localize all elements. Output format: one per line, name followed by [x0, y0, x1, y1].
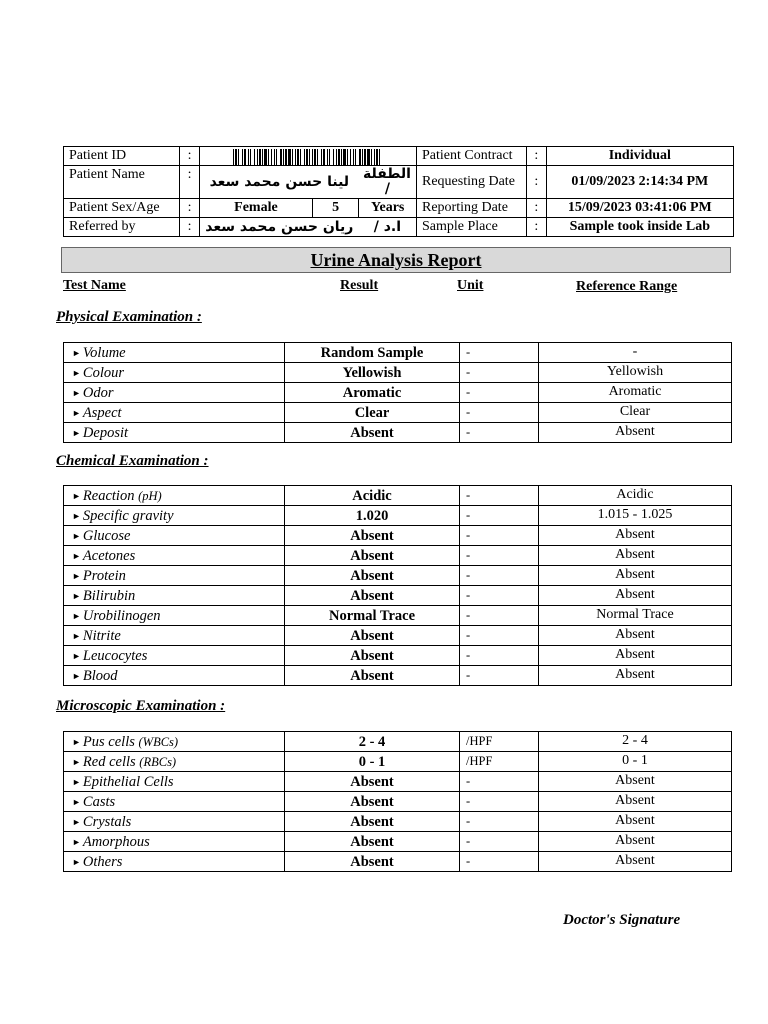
test-name: Acetones [82, 547, 136, 564]
test-name: Crystals [82, 813, 132, 830]
unit-cell: - [460, 486, 539, 506]
test-name: Epithelial Cells [82, 773, 174, 790]
reference-range-cell: Absent [539, 423, 732, 443]
colon: : [180, 166, 200, 199]
result-cell: Absent [285, 626, 460, 646]
reference-range-cell: Yellowish [539, 363, 732, 383]
unit-cell: - [460, 646, 539, 666]
test-name-cell [64, 403, 285, 423]
result-cell: Random Sample [285, 343, 460, 363]
test-name-cell [64, 606, 285, 626]
test-name-cell [64, 383, 285, 403]
reporting-date-value: 15/09/2023 03:41:06 PM [546, 199, 733, 218]
unit-cell: /HPF [460, 732, 539, 752]
table-row [64, 606, 732, 626]
test-name-qualifier: (RBCs) [139, 754, 177, 769]
unit-cell: - [460, 812, 539, 832]
test-name-cell [64, 546, 285, 566]
table-row [64, 732, 732, 752]
test-name-cell [64, 486, 285, 506]
test-name: Volume [82, 344, 126, 361]
unit-cell: - [460, 403, 539, 423]
unit-cell: - [460, 666, 539, 686]
test-name: Casts [82, 793, 116, 810]
test-name: Leucocytes [82, 647, 148, 664]
patient-contract-value: Individual [546, 147, 733, 166]
patient-sex-value: Female [199, 199, 312, 218]
sample-place-value: Sample took inside Lab [546, 218, 733, 237]
table-row [64, 626, 732, 646]
reference-range-cell: Absent [539, 566, 732, 586]
result-cell: Absent [285, 423, 460, 443]
test-name-cell [64, 363, 285, 383]
reference-range-cell: Absent [539, 812, 732, 832]
result-cell: Absent [285, 546, 460, 566]
unit-cell: - [460, 606, 539, 626]
arrow-right-icon: ► [72, 550, 81, 561]
table-row [64, 403, 732, 423]
unit-cell: - [460, 586, 539, 606]
reference-range-cell: Absent [539, 792, 732, 812]
referred-by-title: ا.د / [359, 218, 417, 237]
test-name-cell [64, 832, 285, 852]
result-cell: Absent [285, 832, 460, 852]
colon: : [180, 147, 200, 166]
result-cell: Absent [285, 666, 460, 686]
table-row [64, 363, 732, 383]
reference-range-cell: Absent [539, 526, 732, 546]
arrow-right-icon: ► [72, 736, 81, 747]
result-cell: Normal Trace [285, 606, 460, 626]
microscopic-exam-table [63, 731, 732, 872]
unit-cell: - [460, 852, 539, 872]
result-cell: Aromatic [285, 383, 460, 403]
column-header-result: Result [340, 278, 379, 293]
test-name-cell [64, 626, 285, 646]
test-name: Pus cells [82, 733, 135, 750]
table-row [64, 832, 732, 852]
test-name: Deposit [82, 424, 129, 441]
test-name-cell [64, 666, 285, 686]
test-name-cell [64, 852, 285, 872]
chemical-exam-table [63, 485, 732, 686]
table-row [64, 566, 732, 586]
section-title-microscopic: Microscopic Examination : [56, 698, 226, 714]
column-header-reference-range: Reference Range [576, 279, 678, 294]
arrow-right-icon: ► [72, 756, 81, 767]
arrow-right-icon: ► [72, 530, 81, 541]
arrow-right-icon: ► [72, 367, 81, 378]
table-row [64, 646, 732, 666]
result-cell: Absent [285, 772, 460, 792]
unit-cell: - [460, 792, 539, 812]
test-name-cell [64, 812, 285, 832]
patient-age-unit: Years [359, 199, 417, 218]
reference-range-cell: Clear [539, 403, 732, 423]
table-row [64, 526, 732, 546]
test-name-cell [64, 526, 285, 546]
test-name: Reaction [82, 487, 135, 504]
arrow-right-icon: ► [72, 776, 81, 787]
result-cell: Absent [285, 526, 460, 546]
table-row [64, 772, 732, 792]
result-cell: Absent [285, 566, 460, 586]
test-name-cell [64, 792, 285, 812]
test-name: Amorphous [82, 833, 150, 850]
patient-id-label: Patient ID [64, 147, 180, 166]
test-name: Specific gravity [82, 507, 174, 524]
test-name-cell [64, 752, 285, 772]
reference-range-cell: Absent [539, 772, 732, 792]
reference-range-cell: Absent [539, 832, 732, 852]
patient-contract-label: Patient Contract [416, 147, 526, 166]
arrow-right-icon: ► [72, 816, 81, 827]
test-name-cell [64, 586, 285, 606]
reference-range-cell: 0 - 1 [539, 752, 732, 772]
test-name-cell [64, 423, 285, 443]
reference-range-cell: Acidic [539, 486, 732, 506]
test-name: Odor [82, 384, 114, 401]
arrow-right-icon: ► [72, 630, 81, 641]
result-cell: Absent [285, 646, 460, 666]
patient-name-value: لينا حسن محمد سعد [199, 166, 359, 199]
table-row [64, 506, 732, 526]
arrow-right-icon: ► [72, 570, 81, 581]
test-name: Red cells [82, 753, 136, 770]
test-name-cell [64, 646, 285, 666]
arrow-right-icon: ► [72, 510, 81, 521]
table-row [64, 546, 732, 566]
arrow-right-icon: ► [72, 427, 81, 438]
reference-range-cell: Absent [539, 546, 732, 566]
test-name: Others [82, 853, 123, 870]
result-cell: Absent [285, 812, 460, 832]
table-row [64, 343, 732, 363]
test-name: Bilirubin [82, 587, 136, 604]
physical-exam-table [63, 342, 732, 443]
referred-by-label: Referred by [64, 218, 180, 237]
test-name: Colour [82, 364, 125, 381]
test-name: Urobilinogen [82, 607, 161, 624]
report-title: Urine Analysis Report [61, 247, 731, 273]
unit-cell: - [460, 526, 539, 546]
unit-cell: - [460, 772, 539, 792]
test-name: Protein [82, 567, 126, 584]
referred-by-value: ريان حسن محمد سعد [199, 218, 359, 237]
table-row [64, 586, 732, 606]
result-cell: Absent [285, 852, 460, 872]
table-row [64, 423, 732, 443]
result-cell: Acidic [285, 486, 460, 506]
requesting-date-label: Requesting Date [416, 166, 526, 199]
arrow-right-icon: ► [72, 490, 81, 501]
colon: : [180, 199, 200, 218]
reference-range-cell: Absent [539, 646, 732, 666]
table-row [64, 666, 732, 686]
unit-cell: - [460, 363, 539, 383]
unit-cell: - [460, 383, 539, 403]
test-name-qualifier: (WBCs) [138, 734, 179, 749]
section-title-chemical: Chemical Examination : [56, 453, 209, 469]
colon: : [527, 147, 547, 166]
arrow-right-icon: ► [72, 670, 81, 681]
arrow-right-icon: ► [72, 407, 81, 418]
test-name-cell [64, 772, 285, 792]
arrow-right-icon: ► [72, 590, 81, 601]
reference-range-cell: Normal Trace [539, 606, 732, 626]
sample-place-label: Sample Place [416, 218, 526, 237]
result-cell: Absent [285, 586, 460, 606]
reference-range-cell: - [539, 343, 732, 363]
arrow-right-icon: ► [72, 856, 81, 867]
arrow-right-icon: ► [72, 650, 81, 661]
arrow-right-icon: ► [72, 836, 81, 847]
unit-cell: - [460, 626, 539, 646]
patient-id-barcode [199, 147, 416, 166]
test-name-qualifier: (pH) [138, 488, 162, 503]
unit-cell: - [460, 832, 539, 852]
column-header-test-name: Test Name [63, 278, 126, 293]
test-name: Blood [82, 667, 118, 684]
reference-range-cell: Absent [539, 626, 732, 646]
table-row [64, 852, 732, 872]
column-header-unit: Unit [457, 278, 484, 293]
unit-cell: - [460, 506, 539, 526]
unit-cell: - [460, 566, 539, 586]
reference-range-cell: Aromatic [539, 383, 732, 403]
test-name: Glucose [82, 527, 131, 544]
test-name-cell [64, 566, 285, 586]
arrow-right-icon: ► [72, 347, 81, 358]
test-name-cell [64, 343, 285, 363]
result-cell: 0 - 1 [285, 752, 460, 772]
patient-info-table [63, 146, 734, 237]
doctor-signature-label: Doctor's Signature [563, 912, 681, 928]
reference-range-cell: Absent [539, 586, 732, 606]
test-name-cell [64, 732, 285, 752]
barcode-icon [233, 149, 383, 165]
patient-name-title: الطفلة / [359, 166, 417, 199]
colon: : [180, 218, 200, 237]
table-row [64, 486, 732, 506]
reference-range-cell: 2 - 4 [539, 732, 732, 752]
colon: : [527, 166, 547, 199]
result-cell: Yellowish [285, 363, 460, 383]
reporting-date-label: Reporting Date [416, 199, 526, 218]
test-name: Aspect [82, 404, 122, 421]
table-row [64, 383, 732, 403]
colon: : [527, 199, 547, 218]
reference-range-cell: Absent [539, 852, 732, 872]
unit-cell: - [460, 423, 539, 443]
arrow-right-icon: ► [72, 796, 81, 807]
arrow-right-icon: ► [72, 610, 81, 621]
result-cell: Absent [285, 792, 460, 812]
section-title-physical: Physical Examination : [56, 309, 202, 325]
test-name: Nitrite [82, 627, 121, 644]
patient-name-label: Patient Name [64, 166, 180, 199]
result-cell: 1.020 [285, 506, 460, 526]
patient-age-value: 5 [313, 199, 359, 218]
arrow-right-icon: ► [72, 387, 81, 398]
unit-cell: - [460, 546, 539, 566]
reference-range-cell: Absent [539, 666, 732, 686]
table-row [64, 792, 732, 812]
result-cell: 2 - 4 [285, 732, 460, 752]
unit-cell: - [460, 343, 539, 363]
result-cell: Clear [285, 403, 460, 423]
reference-range-cell: 1.015 - 1.025 [539, 506, 732, 526]
patient-sex-age-label: Patient Sex/Age [64, 199, 180, 218]
colon: : [527, 218, 547, 237]
requesting-date-value: 01/09/2023 2:14:34 PM [546, 166, 733, 199]
table-row [64, 752, 732, 772]
test-name-cell [64, 506, 285, 526]
table-row [64, 812, 732, 832]
unit-cell: /HPF [460, 752, 539, 772]
